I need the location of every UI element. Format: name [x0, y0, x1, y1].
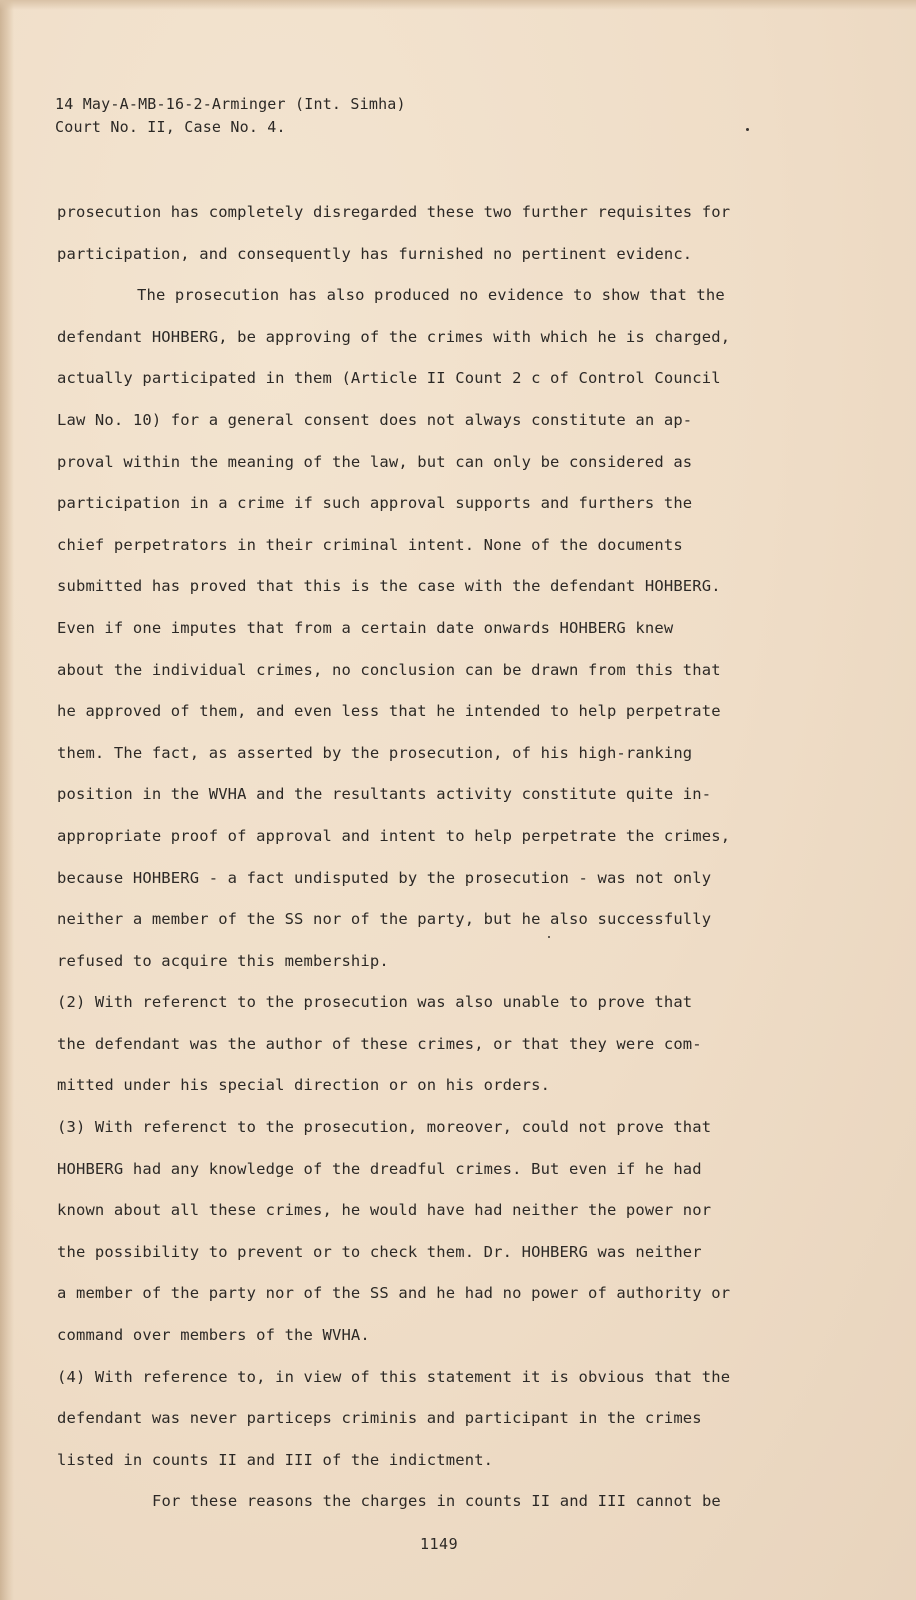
text-line: neither a member of the SS nor of the party, but he also successfully — [57, 910, 712, 929]
text-line: refused to acquire this membership. — [57, 951, 389, 970]
text-line: the defendant was the author of these crimes, or that they were com- — [57, 1034, 702, 1053]
text-line: participation, and consequently has furnished no pertinent evidenc. — [57, 244, 693, 263]
text-line: (2) With referenct to the prosecution was also unable to prove that — [57, 993, 693, 1012]
text-line: appropriate proof of approval and intent to help perpetrate the crimes, — [57, 826, 731, 845]
text-line: known about all these crimes, he would have had neither the power nor — [57, 1201, 712, 1220]
text-line: prosecution has completely disregarded these two further requisites for — [57, 203, 731, 221]
page-number: 1149 — [420, 1535, 459, 1553]
text-line: (3) With referenct to the prosecution, moreover, could not prove that — [57, 1118, 712, 1137]
text-line: the possibility to prevent or to check them. Dr. HOHBERG was neither — [57, 1242, 702, 1261]
text-line: position in the WVHA and the resultants activity constitute quite in- — [57, 785, 712, 804]
text-line: about the individual crimes, no conclusion can be drawn from this that — [57, 660, 721, 679]
text-line: For these reasons the charges in counts II and III cannot be — [152, 1492, 721, 1511]
ink-dot — [746, 128, 749, 131]
text-line: actually participated in them (Article II Count 2 c of Control Council — [57, 369, 721, 388]
paper-edge-top — [0, 0, 916, 10]
text-line: defendant HOHBERG, be approving of the crimes with which he is charged, — [57, 327, 731, 346]
paper-edge-left — [0, 0, 14, 1600]
text-line: participation in a crime if such approval supports and furthers the — [57, 494, 693, 513]
document-body — [57, 192, 847, 1523]
text-line: submitted has proved that this is the case with the defendant HOHBERG. — [57, 577, 721, 596]
text-line: chief perpetrators in their criminal intent. None of the documents — [57, 535, 683, 554]
text-line: mitted under his special direction or on his orders. — [57, 1076, 551, 1095]
text-line: The prosecution has also produced no evidence to show that the — [137, 286, 725, 305]
text-line: HOHBERG had any knowledge of the dreadful crimes. But even if he had — [57, 1159, 702, 1178]
header-court-line: Court No. II, Case No. 4. — [55, 118, 286, 136]
text-line: command over members of the WVHA. — [57, 1326, 370, 1345]
text-line: Even if one imputes that from a certain date onwards HOHBERG knew — [57, 618, 674, 637]
text-line: (4) With reference to, in view of this statement it is obvious that the — [57, 1367, 731, 1386]
text-line: a member of the party nor of the SS and he had no power of authority or — [57, 1284, 731, 1303]
text-line: them. The fact, as asserted by the prosecution, of his high-ranking — [57, 743, 693, 762]
text-line: defendant was never particeps criminis and participant in the crimes — [57, 1409, 702, 1428]
text-line: Law No. 10) for a general consent does not always constitute an ap- — [57, 410, 693, 429]
document-header — [55, 93, 406, 139]
text-line: proval within the meaning of the law, but can only be considered as — [57, 452, 693, 471]
text-line: listed in counts II and III of the indictment. — [57, 1450, 494, 1469]
text-line: because HOHBERG - a fact undisputed by the prosecution - was not only — [57, 868, 712, 887]
header-reference-line: 14 May-A-MB-16-2-Arminger (Int. Simha) — [55, 95, 406, 113]
text-line: he approved of them, and even less that he intended to help perpetrate — [57, 702, 721, 721]
